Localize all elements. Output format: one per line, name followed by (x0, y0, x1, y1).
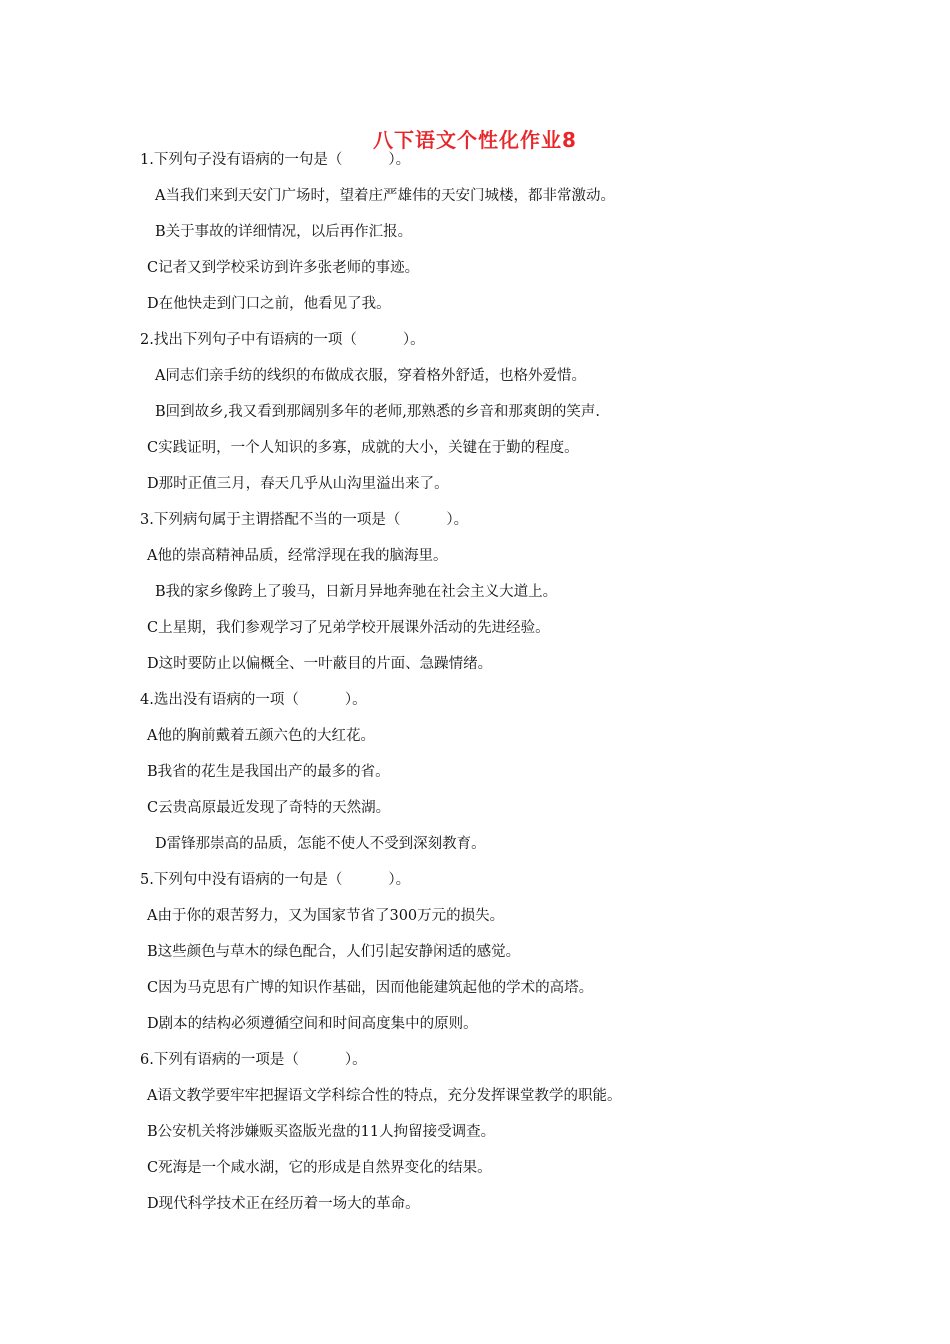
question-1-option-d: D在他快走到门口之前，他看见了我。 (147, 296, 391, 312)
document-title: 八下语文个性化作业8 (373, 128, 577, 152)
question-4-option-d: D雷锋那崇高的品质，怎能不使人不受到深刻教育。 (155, 836, 486, 852)
question-4-option-b: B我省的花生是我国出产的最多的省。 (147, 764, 390, 780)
question-4-stem: 4.选出没有语病的一项（ ）。 (140, 692, 367, 708)
question-2-option-b: B回到故乡,我又看到那阔别多年的老师,那熟悉的乡音和那爽朗的笑声. (155, 404, 600, 420)
question-3-option-b: B我的家乡像跨上了骏马，日新月异地奔驰在社会主义大道上。 (155, 584, 558, 600)
question-6-option-b: B公安机关将涉嫌贩买盗版光盘的11人拘留接受调查。 (147, 1124, 496, 1140)
question-2-option-a: A同志们亲手纺的线织的布做成衣服，穿着格外舒适，也格外爱惜。 (155, 368, 586, 384)
question-3-stem: 3.下列病句属于主谓搭配不当的一项是（ ）。 (140, 512, 469, 528)
question-4-option-a: A他的胸前戴着五颜六色的大红花。 (147, 728, 375, 744)
question-6-option-d: D现代科学技术正在经历着一场大的革命。 (147, 1196, 420, 1212)
question-3-option-a: A他的崇高精神品质，经常浮现在我的脑海里。 (147, 548, 448, 564)
question-6-option-a: A语文教学要牢牢把握语文学科综合性的特点，充分发挥课堂教学的职能。 (147, 1088, 622, 1104)
question-3-option-d: D这时要防止以偏概全、一叶蔽目的片面、急躁情绪。 (147, 656, 493, 672)
question-4-option-c: C云贵高原最近发现了奇特的天然湖。 (147, 800, 391, 816)
question-5-stem: 5.下列句中没有语病的一句是（ ）。 (140, 872, 411, 888)
question-1-option-b: B关于事故的详细情况，以后再作汇报。 (155, 224, 413, 240)
question-2-option-d: D那时正值三月，春天几乎从山沟里溢出来了。 (147, 476, 449, 492)
question-5-option-b: B这些颜色与草木的绿色配合，人们引起安静闲适的感觉。 (147, 944, 521, 960)
question-5-option-d: D剧本的结构必须遵循空间和时间高度集中的原则。 (147, 1016, 478, 1032)
question-1-option-c: C记者又到学校采访到许多张老师的事迹。 (147, 260, 420, 276)
question-6-stem: 6.下列有语病的一项是（ ）。 (140, 1052, 367, 1068)
question-2-stem: 2.找出下列句子中有语病的一项（ ）。 (140, 332, 425, 348)
question-5-option-a: A由于你的艰苦努力，又为国家节省了300万元的损失。 (147, 908, 505, 924)
question-1-option-a: A当我们来到天安门广场时，望着庄严雄伟的天安门城楼，都非常激动。 (155, 188, 615, 204)
question-5-option-c: C因为马克思有广博的知识作基础，因而他能建筑起他的学术的高塔。 (147, 980, 594, 996)
question-6-option-c: C死海是一个咸水湖，它的形成是自然界变化的结果。 (147, 1160, 492, 1176)
question-1-stem: 1.下列句子没有语病的一句是（ ）。 (140, 152, 411, 168)
question-3-option-c: C上星期，我们参观学习了兄弟学校开展课外活动的先进经验。 (147, 620, 550, 636)
question-2-option-c: C实践证明，一个人知识的多寡，成就的大小，关键在于勤的程度。 (147, 440, 579, 456)
